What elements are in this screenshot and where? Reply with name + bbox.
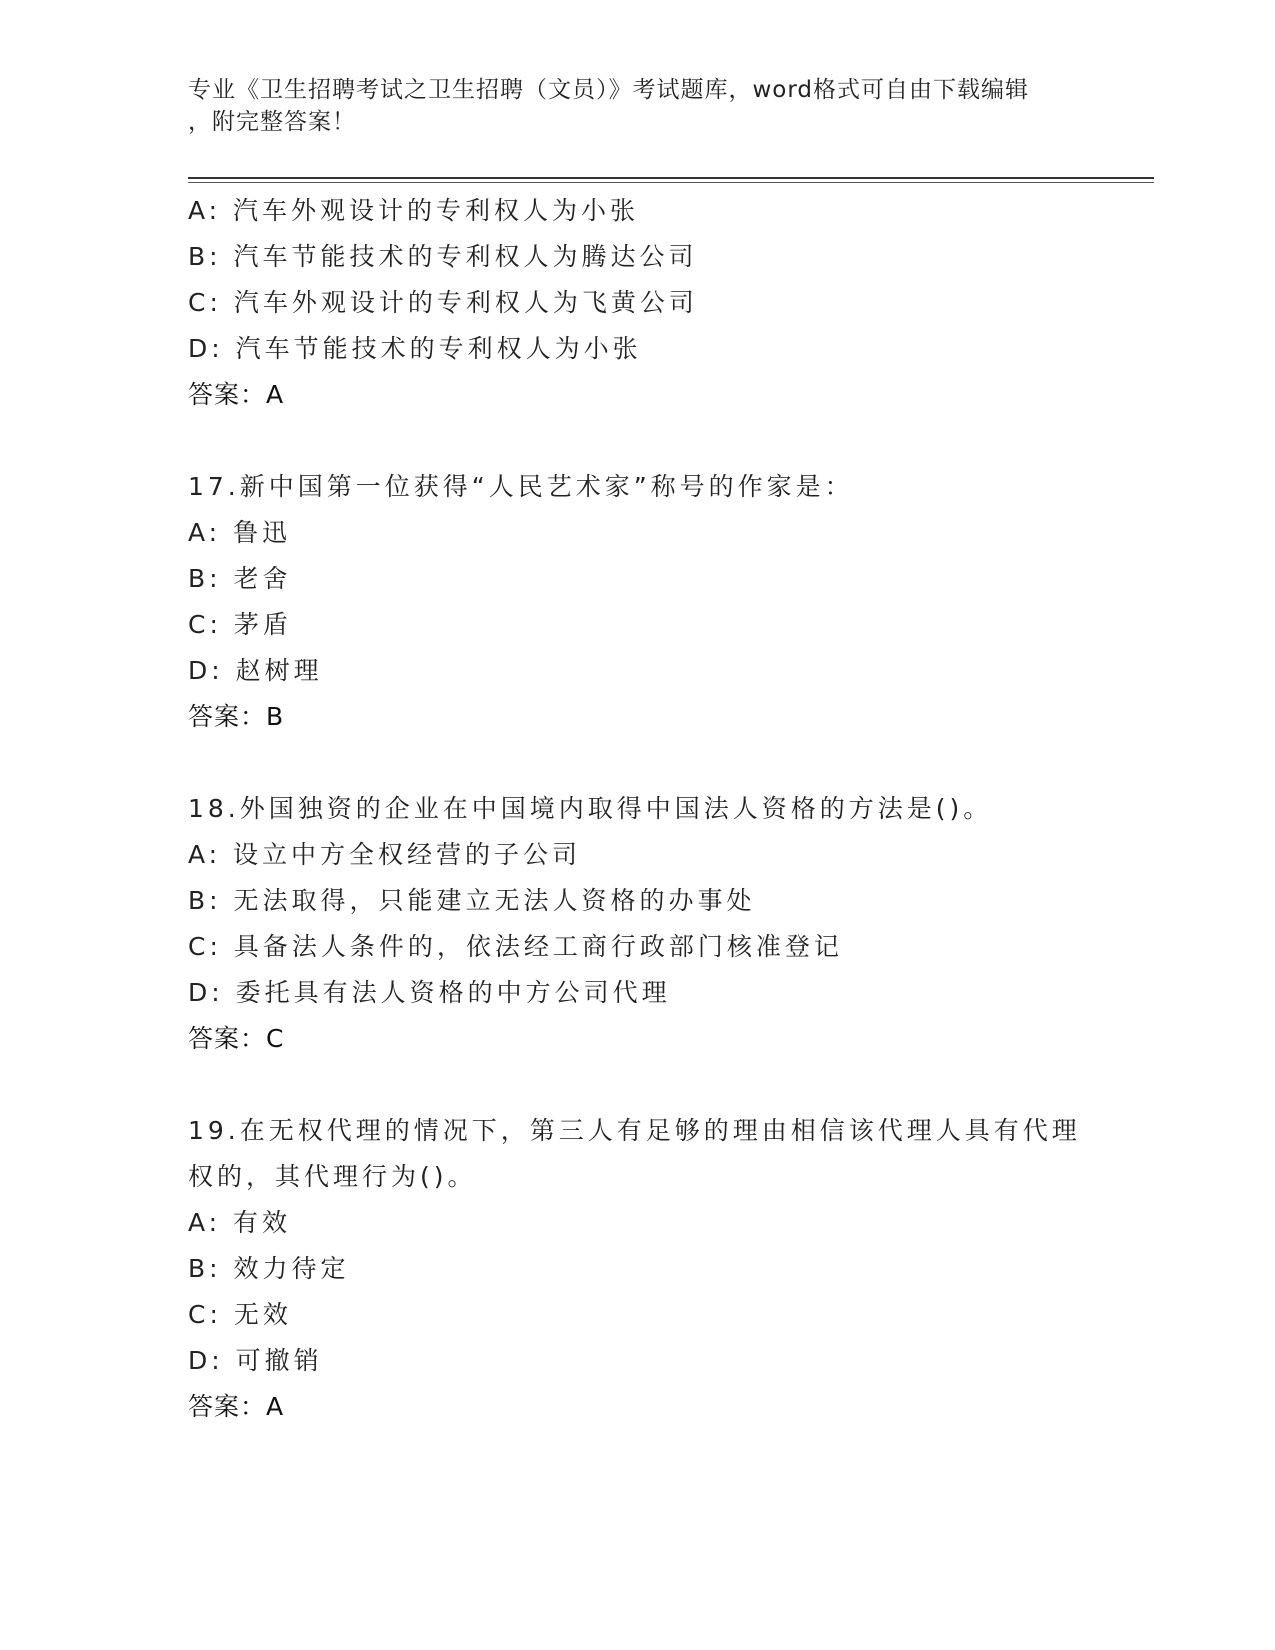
question-text: 18.外国独资的企业在中国境内取得中国法人资格的方法是()。: [188, 794, 993, 823]
option-c: C: 汽车外观设计的专利权人为飞黄公司: [188, 288, 698, 317]
header-line-2: ，附完整答案！: [188, 109, 356, 135]
option-d: D: 委托具有法人资格的中方公司代理: [188, 978, 671, 1007]
option-a: A: 鲁迅: [188, 518, 292, 547]
document-header: [188, 74, 1088, 138]
question-text: 17.新中国第一位获得“人民艺术家”称号的作家是：: [188, 472, 854, 501]
option-a: A: 有效: [188, 1208, 292, 1237]
option-b: B: 无法取得，只能建立无法人资格的办事处: [188, 886, 756, 915]
answer-line: 答案：C: [188, 1024, 285, 1053]
option-a: A: 汽车外观设计的专利权人为小张: [188, 196, 640, 225]
option-d: D: 赵树理: [188, 656, 323, 685]
option-d: D: 可撤销: [188, 1346, 323, 1375]
question-text-line-1: 19.在无权代理的情况下，第三人有足够的理由相信该代理人具有代理: [188, 1116, 1081, 1145]
question-block-18: [188, 786, 1088, 1062]
answer-line: 答案：B: [188, 702, 285, 731]
option-b: B: 老舍: [188, 564, 292, 593]
option-c: C: 茅盾: [188, 610, 292, 639]
question-block-16: [188, 188, 1088, 418]
option-d: D: 汽车节能技术的专利权人为小张: [188, 334, 642, 363]
spacer: [188, 1062, 1088, 1108]
question-text-line-2: 权的，其代理行为()。: [188, 1162, 477, 1191]
option-a: A: 设立中方全权经营的子公司: [188, 840, 582, 869]
option-b: B: 汽车节能技术的专利权人为腾达公司: [188, 242, 698, 271]
question-block-17: [188, 464, 1088, 740]
header-line-1: 专业《卫生招聘考试之卫生招聘（文员）》考试题库，word格式可自由下载编辑: [188, 77, 1030, 103]
header-divider-thin: [188, 182, 1154, 183]
spacer: [188, 418, 1088, 464]
option-b: B: 效力待定: [188, 1254, 350, 1283]
question-block-19: [188, 1108, 1088, 1430]
question-list: [188, 188, 1088, 1430]
answer-line: 答案：A: [188, 380, 285, 409]
option-c: C: 无效: [188, 1300, 292, 1329]
header-divider-thick: [188, 177, 1154, 179]
option-c: C: 具备法人条件的，依法经工商行政部门核准登记: [188, 932, 843, 961]
answer-line: 答案：A: [188, 1392, 285, 1421]
spacer: [188, 740, 1088, 786]
